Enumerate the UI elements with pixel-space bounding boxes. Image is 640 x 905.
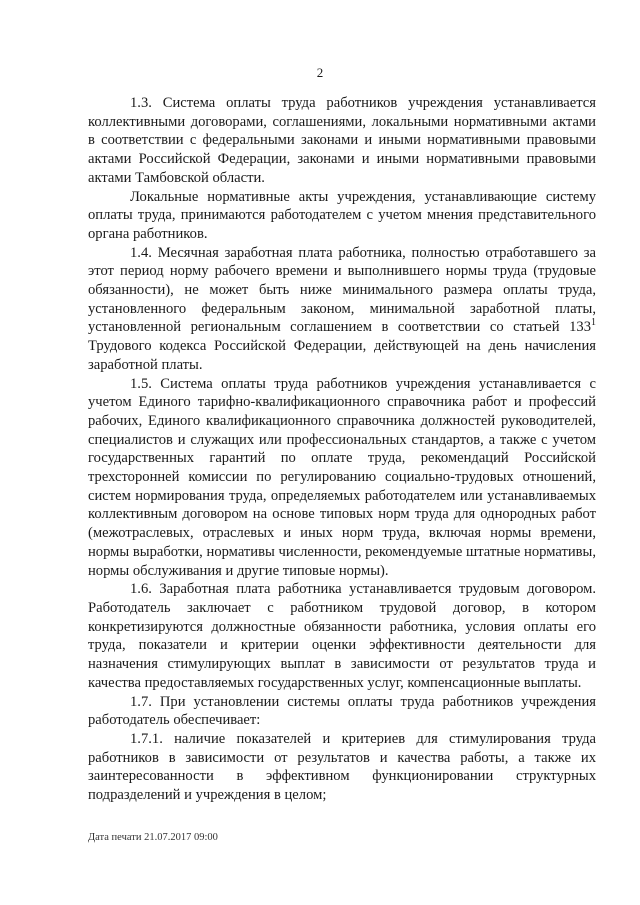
paragraph-1-3: 1.3. Система оплаты труда работников учреждения устанавливается коллективными договорами, соглашениями, локальными нормативными актами в соответствии с федеральными законами и иными нормативными правовыми актами Российской Федерации, законами и иными нормативными правовыми актами Тамбовской области.	[88, 95, 596, 186]
print-date-footer: Дата печати 21.07.2017 09:00	[88, 832, 218, 843]
paragraph-1-4	[88, 244, 596, 375]
page-number: 2	[316, 65, 324, 80]
article-superscript: 1	[591, 317, 596, 329]
paragraph-1-4-text-start: 1.4. Месячная заработная плата работника, полностью отработавшего за этот период норму рабочего времени и выполнившего нормы труда (трудовые обязанности), не может быть ниже минимального размера оплаты труда, установленного федеральным законом, минимальной заработной платы, установленной региональным соглашением в соответствии со статьей 133	[88, 244, 596, 336]
paragraph-1-7-1: 1.7.1. наличие показателей и критериев для стимулирования труда работников в зависимости от результатов и качества работы, а также их заинтересованности в эффективном функционировании структурных подразделений и учреждения в целом;	[88, 730, 596, 804]
paragraph-local-acts: Локальные нормативные акты учреждения, устанавливающие систему оплаты труда, принимаются работодателем с учетом мнения представительного органа работников.	[88, 188, 596, 242]
paragraph-1-7: 1.7. При установлении системы оплаты труда работников учреждения работодатель обеспечивает:	[88, 693, 596, 729]
document-body	[88, 94, 596, 805]
paragraph-1-4-text-end: Трудового кодекса Российской Федерации, действующей на день начисления заработной платы.	[88, 338, 596, 373]
paragraph-1-6: 1.6. Заработная плата работника устанавливается трудовым договором. Работодатель заключает с работником трудовой договор, в котором конкретизируются должностные обязанности работника, условия оплаты его труда, показатели и критерии оценки эффективности деятельности для назначения стимулирующих выплат в зависимости от результатов труда и качества предоставляемых государственных услуг, компенсационные выплаты.	[88, 581, 596, 691]
paragraph-1-5: 1.5. Система оплаты труда работников учреждения устанавливается с учетом Единого тарифно-квалификационного справочника работ и профессий рабочих, Единого квалификационного справочника должностей руководителей, специалистов и служащих или профессиональных стандартов, а также с учетом государственных гарантий по оплате труда, рекомендаций Российской трехсторонней комиссии по регулированию социально-трудовых отношений, систем нормирования труда, определяемых работодателем или устанавливаемых коллективным договором на основе типовых норм труда для однородных работ (межотраслевых, отраслевых и иных норм труда, включая нормы времени, нормы выработки, нормативы численности, рекомендуемые штатные нормативы, нормы обслуживания и другие типовые нормы).	[88, 375, 596, 579]
